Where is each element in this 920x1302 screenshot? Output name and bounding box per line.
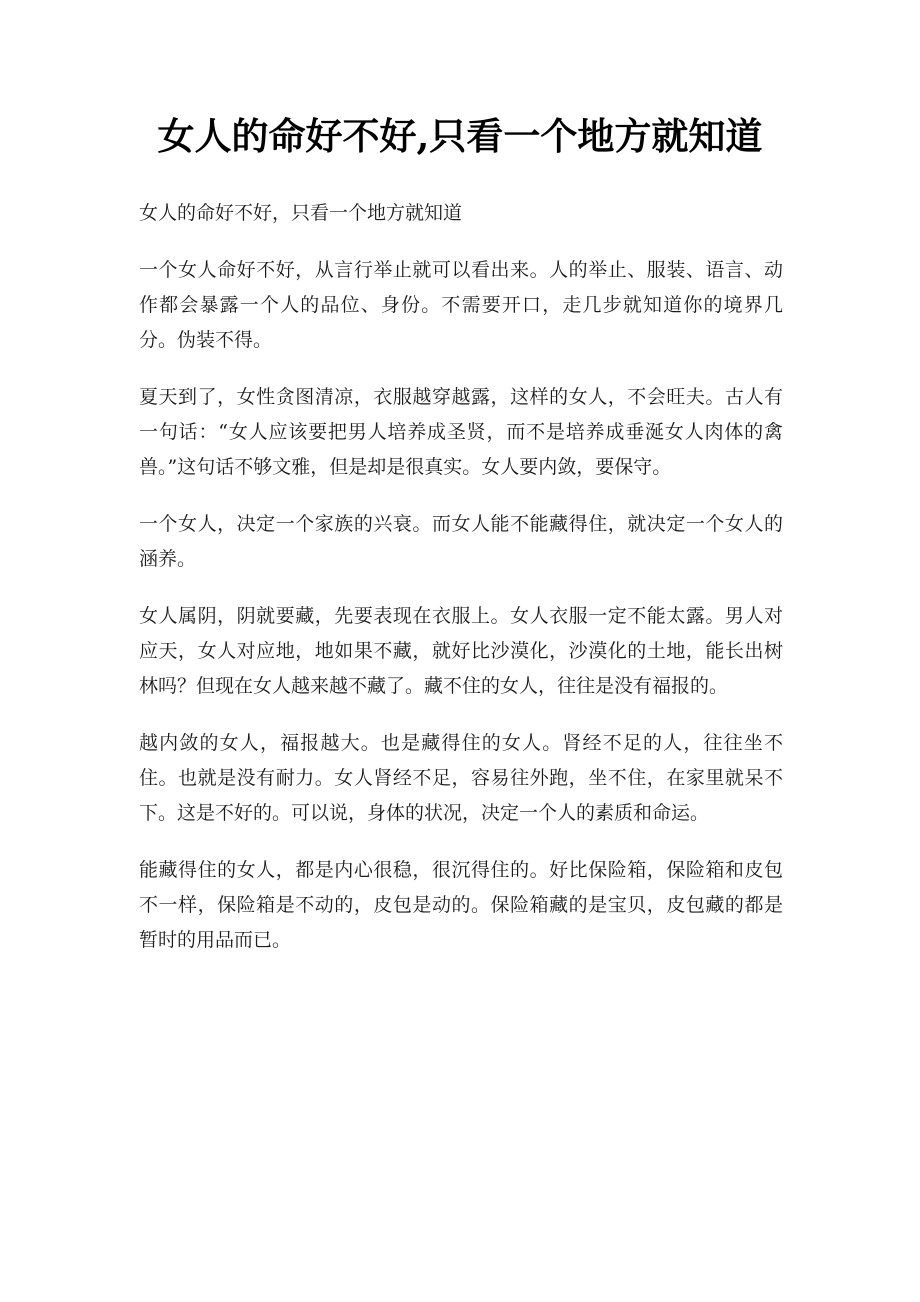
document-title: 女人的命好不好,只看一个地方就知道 bbox=[157, 114, 763, 158]
paragraph: 女人属阴，阴就要藏，先要表现在衣服上。女人衣服一定不能太露。男人对应天，女人对应地，地如果不藏，就好比沙漠化，沙漠化的土地，能长出树林吗？但现在女人越来越不藏了。藏不住的女人，往往是没有福报的。 bbox=[139, 605, 783, 697]
paragraph: 能藏得住的女人，都是内心很稳，很沉得住的。好比保险箱，保险箱和皮包不一样，保险箱是不动的，皮包是动的。保险箱藏的是宝贝，皮包藏的都是暂时的用品而已。 bbox=[139, 859, 783, 951]
paragraph: 一个女人命好不好，从言行举止就可以看出来。人的举止、服装、语言、动作都会暴露一个人的品位、身份。不需要开口，走几步就知道你的境界几分。伪装不得。 bbox=[139, 259, 783, 351]
paragraph-subtitle: 女人的命好不好，只看一个地方就知道 bbox=[139, 202, 463, 224]
document-body bbox=[139, 196, 783, 980]
paragraph: 越内敛的女人，福报越大。也是藏得住的女人。肾经不足的人，往往坐不住。也就是没有耐力。女人肾经不足，容易往外跑，坐不住，在家里就呆不下。这是不好的。可以说，身体的状况，决定一个人的素质和命运。 bbox=[139, 732, 783, 824]
paragraph: 一个女人，决定一个家族的兴衰。而女人能不能藏得住，就决定一个女人的涵养。 bbox=[139, 513, 783, 570]
paragraph: 夏天到了，女性贪图清凉，衣服越穿越露，这样的女人，不会旺夫。古人有一句话：“女人应该要把男人培养成圣贤，而不是培养成垂涎女人肉体的禽兽。”这句话不够文雅，但是却是很真实。女人要内敛，要保守。 bbox=[139, 386, 783, 478]
